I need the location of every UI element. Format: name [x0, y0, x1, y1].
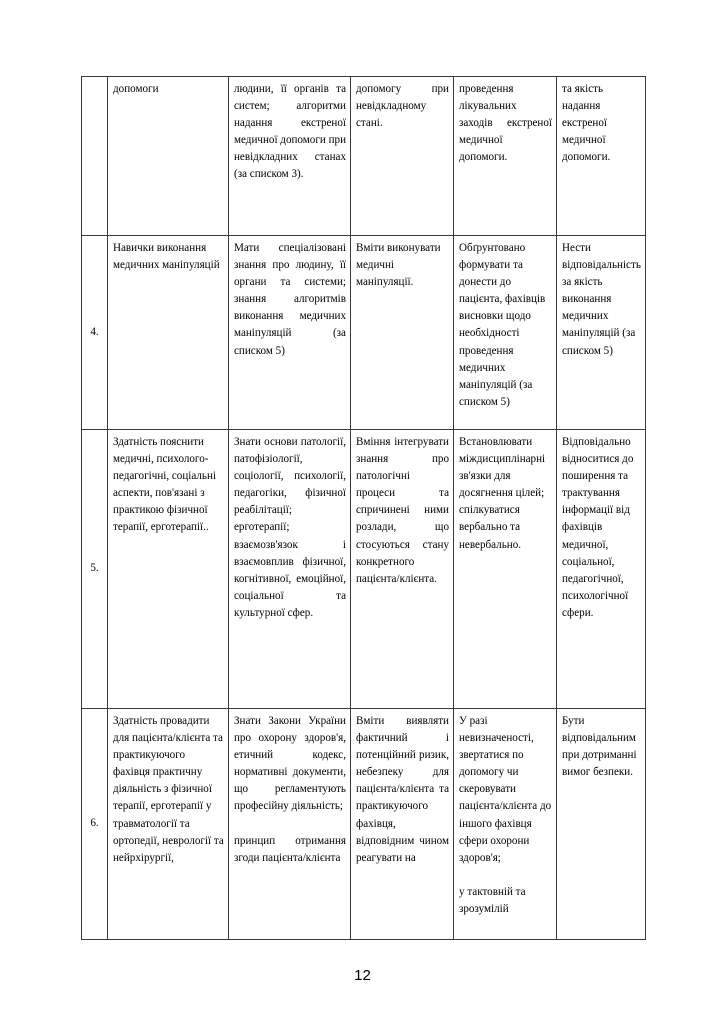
paragraph: у тактовній та зрозумілій: [459, 885, 526, 915]
communication-cell: проведення лікувальних заходів екстреної медичної допомоги.: [454, 77, 557, 236]
skills-cell: Вміння інтегрувати знання про патологічні процеси та спричинені ними розлади, що стосуються стану конкретного пацієнта/клієнта.: [351, 430, 454, 709]
skills-cell: Вміти виконувати медичні маніпуляції.: [351, 236, 454, 430]
knowledge-cell: Знати основи патології, патофізіології, соціології, психології, педагогіки, фізичної реабілітації; ерготерапії; взаємозв'язок і взаємовплив фізичної, когнітивної, емоційної, соціальної та культурної сфер.: [229, 430, 351, 709]
paragraph: Знати Закони України про охорону здоров'я, етичний кодекс, нормативні документи, що регламентують професійну діяльність;: [234, 715, 346, 813]
page-number: 12: [354, 967, 371, 984]
competency-cell: Здатність провадити для пацієнта/клієнта та практикуючого фахівця практичну діяльність з фізичної терапії, ерготерапії у травматології та ортопедії, неврології та нейрхірургії,: [108, 709, 229, 940]
knowledge-cell: людини, її органів та систем; алгоритми надання екстреної медичної допомоги при невідкладних станах (за списком 3).: [229, 77, 351, 236]
table-row: [82, 236, 646, 430]
communication-cell: Обґрунтовано формувати та донести до пацієнта, фахівців висновки щодо необхідності проведення медичних маніпуляцій (за списком 5): [454, 236, 557, 430]
table-row: [82, 709, 646, 940]
responsibility-cell: Нести відповідальність за якість виконання медичних маніпуляцій (за списком 5): [557, 236, 646, 430]
skills-cell: Вміти виявляти фактичний і потенційний ризик, небезпеку для пацієнта/клієнта та практикуючого фахівця, відповідним чином реагувати на: [351, 709, 454, 940]
table-row: [82, 77, 646, 236]
competency-cell: допомоги: [108, 77, 229, 236]
competencies-table: [81, 76, 646, 940]
row-number-cell: 5.: [82, 430, 108, 709]
communication-cell: Встановлювати міждисциплінарні зв'язки для досягнення цілей; спілкуватися вербально та невербально.: [454, 430, 557, 709]
row-number-cell: 6.: [82, 709, 108, 940]
competency-cell: Здатність пояснити медичні, психолого-педагогічні, соціальні аспекти, пов'язані з практикою фізичної терапії, ерготерапії..: [108, 430, 229, 709]
knowledge-cell: [229, 709, 351, 940]
responsibility-cell: та якість надання екстреної медичної допомоги.: [557, 77, 646, 236]
row-number-cell: [82, 77, 108, 236]
skills-cell: допомогу при невідкладному стані.: [351, 77, 454, 236]
table-row: [82, 430, 646, 709]
communication-cell: [454, 709, 557, 940]
row-number-cell: 4.: [82, 236, 108, 430]
knowledge-cell: Мати спеціалізовані знання про людину, її органи та системи; знання алгоритмів виконання медичних маніпуляцій (за списком 5): [229, 236, 351, 430]
paragraph: принцип отримання згоди пацієнта/клієнта: [234, 834, 346, 864]
table-body: [82, 77, 646, 940]
paragraph: У разі невизначеності, звертатися по допомогу чи скеровувати пацієнта/клієнта до іншого фахівця сфери охорони здоров'я;: [459, 715, 552, 864]
responsibility-cell: Бути відповідальним при дотриманні вимог безпеки.: [557, 709, 646, 940]
responsibility-cell: Відповідально відноситися до поширення та трактування інформації від фахівців медичної, соціальної, педагогічної, психологічної сфери.: [557, 430, 646, 709]
competency-cell: Навички виконання медичних маніпуляцій: [108, 236, 229, 430]
